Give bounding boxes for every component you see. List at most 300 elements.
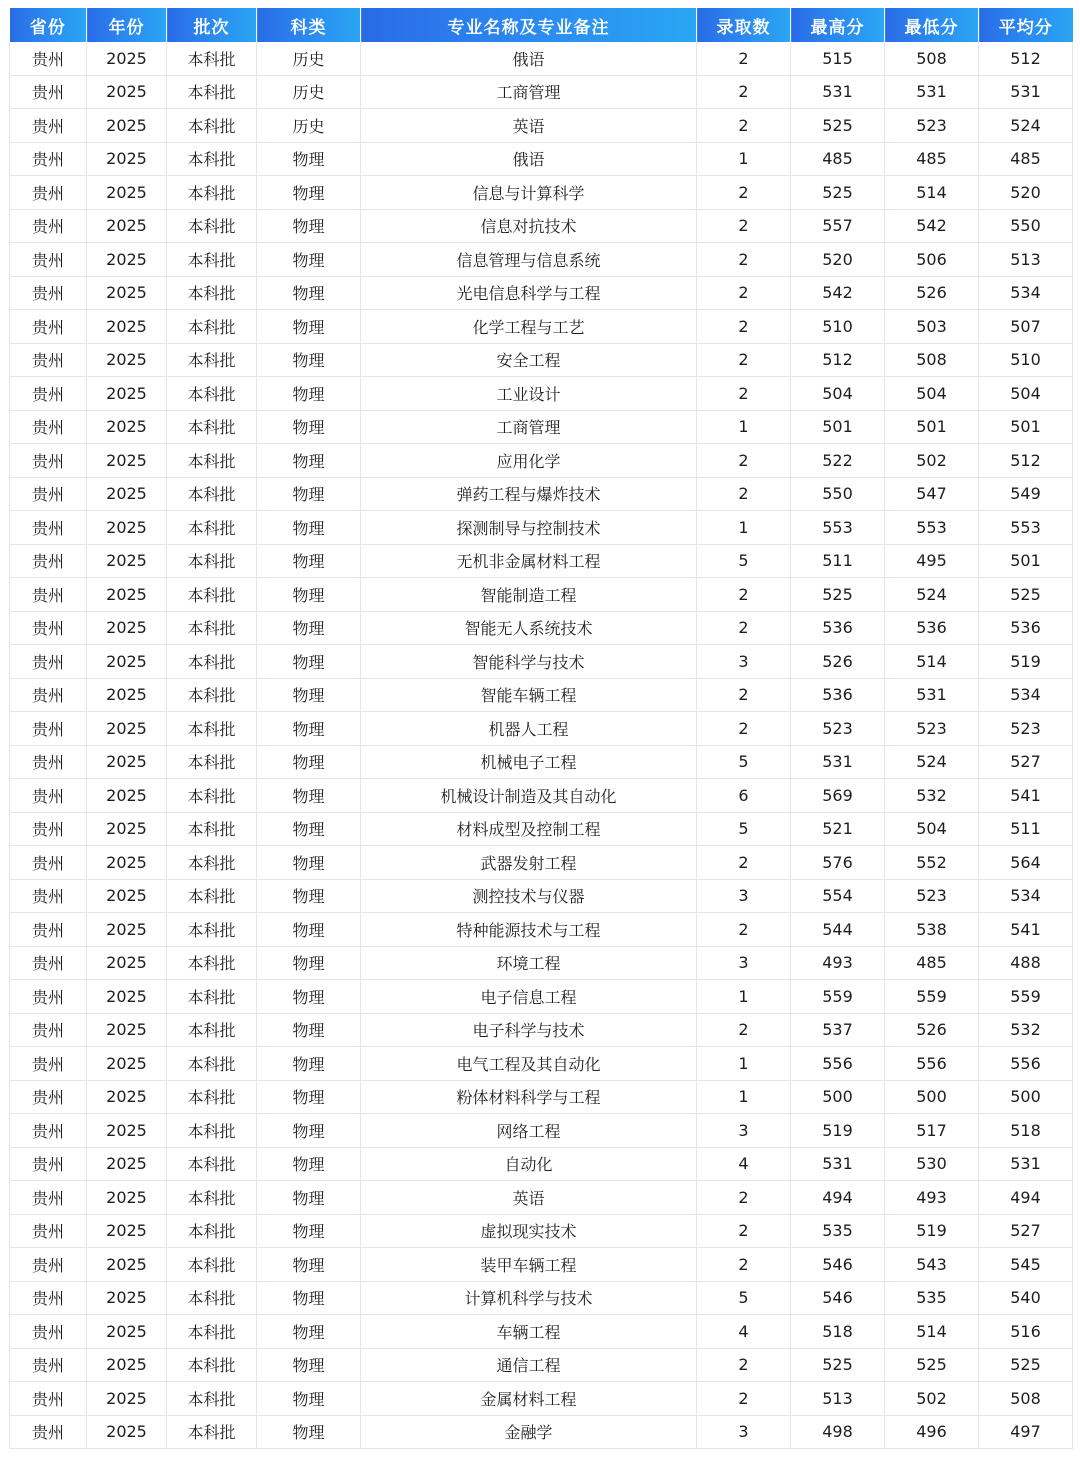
cell-average-score: 501: [979, 410, 1073, 444]
cell-subject-category: 物理: [257, 477, 361, 511]
cell-major-name: 弹药工程与爆炸技术: [361, 477, 697, 511]
header-batch: 批次: [167, 8, 257, 42]
cell-province: 贵州: [10, 1315, 87, 1349]
table-row: [10, 209, 1073, 243]
cell-highest-score: 510: [791, 310, 885, 344]
table-row: [10, 176, 1073, 210]
cell-major-name: 特种能源技术与工程: [361, 913, 697, 947]
cell-major-name: 网络工程: [361, 1114, 697, 1148]
cell-lowest-score: 495: [885, 544, 979, 578]
cell-province: 贵州: [10, 511, 87, 545]
cell-year: 2025: [87, 343, 167, 377]
cell-admitted-count: 2: [697, 176, 791, 210]
cell-average-score: 512: [979, 444, 1073, 478]
cell-highest-score: 501: [791, 410, 885, 444]
cell-lowest-score: 519: [885, 1214, 979, 1248]
cell-province: 贵州: [10, 243, 87, 277]
cell-year: 2025: [87, 142, 167, 176]
cell-highest-score: 485: [791, 142, 885, 176]
cell-highest-score: 557: [791, 209, 885, 243]
cell-subject-category: 物理: [257, 946, 361, 980]
cell-highest-score: 513: [791, 1382, 885, 1416]
cell-subject-category: 历史: [257, 42, 361, 75]
cell-admitted-count: 2: [697, 712, 791, 746]
cell-lowest-score: 531: [885, 75, 979, 109]
cell-lowest-score: 500: [885, 1080, 979, 1114]
cell-lowest-score: 502: [885, 444, 979, 478]
cell-highest-score: 498: [791, 1415, 885, 1449]
cell-major-name: 智能无人系统技术: [361, 611, 697, 645]
cell-province: 贵州: [10, 544, 87, 578]
cell-major-name: 安全工程: [361, 343, 697, 377]
cell-subject-category: 物理: [257, 678, 361, 712]
cell-highest-score: 525: [791, 1348, 885, 1382]
cell-major-name: 环境工程: [361, 946, 697, 980]
admission-scores-table: [9, 8, 1073, 1449]
cell-subject-category: 物理: [257, 645, 361, 679]
cell-batch: 本科批: [167, 578, 257, 612]
cell-admitted-count: 2: [697, 1348, 791, 1382]
cell-subject-category: 物理: [257, 343, 361, 377]
cell-subject-category: 物理: [257, 511, 361, 545]
cell-province: 贵州: [10, 1080, 87, 1114]
cell-batch: 本科批: [167, 1114, 257, 1148]
cell-subject-category: 物理: [257, 243, 361, 277]
cell-year: 2025: [87, 75, 167, 109]
cell-major-name: 智能制造工程: [361, 578, 697, 612]
cell-province: 贵州: [10, 142, 87, 176]
cell-major-name: 应用化学: [361, 444, 697, 478]
cell-subject-category: 物理: [257, 1147, 361, 1181]
cell-lowest-score: 502: [885, 1382, 979, 1416]
cell-batch: 本科批: [167, 1348, 257, 1382]
table-body: [10, 42, 1073, 1449]
cell-lowest-score: 523: [885, 109, 979, 143]
cell-province: 贵州: [10, 1047, 87, 1081]
cell-province: 贵州: [10, 779, 87, 813]
cell-highest-score: 526: [791, 645, 885, 679]
cell-batch: 本科批: [167, 1080, 257, 1114]
cell-major-name: 探测制导与控制技术: [361, 511, 697, 545]
cell-major-name: 车辆工程: [361, 1315, 697, 1349]
cell-batch: 本科批: [167, 477, 257, 511]
cell-batch: 本科批: [167, 913, 257, 947]
cell-highest-score: 520: [791, 243, 885, 277]
cell-batch: 本科批: [167, 377, 257, 411]
cell-major-name: 粉体材料科学与工程: [361, 1080, 697, 1114]
cell-major-name: 机械电子工程: [361, 745, 697, 779]
cell-highest-score: 535: [791, 1214, 885, 1248]
cell-average-score: 518: [979, 1114, 1073, 1148]
cell-highest-score: 546: [791, 1281, 885, 1315]
cell-batch: 本科批: [167, 343, 257, 377]
cell-lowest-score: 504: [885, 377, 979, 411]
cell-subject-category: 物理: [257, 812, 361, 846]
cell-highest-score: 537: [791, 1013, 885, 1047]
cell-province: 贵州: [10, 611, 87, 645]
table-header-row: [10, 8, 1073, 42]
cell-subject-category: 物理: [257, 578, 361, 612]
cell-batch: 本科批: [167, 276, 257, 310]
cell-province: 贵州: [10, 1013, 87, 1047]
cell-lowest-score: 526: [885, 1013, 979, 1047]
table-row: [10, 511, 1073, 545]
cell-lowest-score: 532: [885, 779, 979, 813]
cell-batch: 本科批: [167, 779, 257, 813]
cell-average-score: 527: [979, 745, 1073, 779]
cell-average-score: 485: [979, 142, 1073, 176]
cell-province: 贵州: [10, 343, 87, 377]
cell-lowest-score: 552: [885, 846, 979, 880]
table-row: [10, 1047, 1073, 1081]
cell-highest-score: 515: [791, 42, 885, 75]
cell-lowest-score: 524: [885, 745, 979, 779]
cell-year: 2025: [87, 511, 167, 545]
table-row: [10, 1013, 1073, 1047]
cell-average-score: 534: [979, 276, 1073, 310]
cell-highest-score: 556: [791, 1047, 885, 1081]
table-row: [10, 1315, 1073, 1349]
cell-major-name: 信息管理与信息系统: [361, 243, 697, 277]
cell-year: 2025: [87, 1013, 167, 1047]
table-row: [10, 1114, 1073, 1148]
cell-subject-category: 物理: [257, 1281, 361, 1315]
cell-average-score: 497: [979, 1415, 1073, 1449]
cell-average-score: 541: [979, 779, 1073, 813]
cell-year: 2025: [87, 209, 167, 243]
table-row: [10, 779, 1073, 813]
cell-province: 贵州: [10, 1147, 87, 1181]
table-row: [10, 1080, 1073, 1114]
cell-lowest-score: 503: [885, 310, 979, 344]
cell-major-name: 英语: [361, 109, 697, 143]
cell-batch: 本科批: [167, 846, 257, 880]
cell-admitted-count: 2: [697, 276, 791, 310]
cell-average-score: 510: [979, 343, 1073, 377]
cell-highest-score: 512: [791, 343, 885, 377]
cell-year: 2025: [87, 812, 167, 846]
cell-highest-score: 536: [791, 678, 885, 712]
cell-average-score: 501: [979, 544, 1073, 578]
cell-batch: 本科批: [167, 1214, 257, 1248]
cell-highest-score: 550: [791, 477, 885, 511]
cell-province: 贵州: [10, 745, 87, 779]
cell-province: 贵州: [10, 1348, 87, 1382]
table-row: [10, 1348, 1073, 1382]
cell-highest-score: 504: [791, 377, 885, 411]
cell-year: 2025: [87, 645, 167, 679]
cell-batch: 本科批: [167, 745, 257, 779]
cell-province: 贵州: [10, 1114, 87, 1148]
cell-subject-category: 物理: [257, 913, 361, 947]
table-row: [10, 1281, 1073, 1315]
cell-province: 贵州: [10, 879, 87, 913]
cell-year: 2025: [87, 1248, 167, 1282]
cell-batch: 本科批: [167, 1415, 257, 1449]
cell-admitted-count: 2: [697, 1382, 791, 1416]
cell-average-score: 549: [979, 477, 1073, 511]
cell-year: 2025: [87, 544, 167, 578]
cell-subject-category: 物理: [257, 410, 361, 444]
cell-major-name: 智能科学与技术: [361, 645, 697, 679]
cell-subject-category: 物理: [257, 276, 361, 310]
cell-year: 2025: [87, 1047, 167, 1081]
cell-admitted-count: 2: [697, 343, 791, 377]
table-row: [10, 243, 1073, 277]
cell-subject-category: 物理: [257, 544, 361, 578]
cell-year: 2025: [87, 745, 167, 779]
cell-average-score: 507: [979, 310, 1073, 344]
header-major-name: 专业名称及专业备注: [361, 8, 697, 42]
cell-subject-category: 物理: [257, 779, 361, 813]
cell-average-score: 494: [979, 1181, 1073, 1215]
cell-average-score: 534: [979, 678, 1073, 712]
cell-year: 2025: [87, 913, 167, 947]
cell-lowest-score: 485: [885, 946, 979, 980]
table-row: [10, 544, 1073, 578]
cell-lowest-score: 530: [885, 1147, 979, 1181]
cell-major-name: 英语: [361, 1181, 697, 1215]
cell-average-score: 527: [979, 1214, 1073, 1248]
cell-major-name: 无机非金属材料工程: [361, 544, 697, 578]
cell-province: 贵州: [10, 812, 87, 846]
table-row: [10, 410, 1073, 444]
cell-batch: 本科批: [167, 712, 257, 746]
cell-highest-score: 553: [791, 511, 885, 545]
cell-lowest-score: 514: [885, 1315, 979, 1349]
cell-average-score: 523: [979, 712, 1073, 746]
cell-major-name: 化学工程与工艺: [361, 310, 697, 344]
cell-major-name: 智能车辆工程: [361, 678, 697, 712]
cell-batch: 本科批: [167, 142, 257, 176]
cell-major-name: 工商管理: [361, 410, 697, 444]
cell-lowest-score: 547: [885, 477, 979, 511]
cell-year: 2025: [87, 611, 167, 645]
cell-subject-category: 物理: [257, 142, 361, 176]
cell-highest-score: 542: [791, 276, 885, 310]
cell-batch: 本科批: [167, 544, 257, 578]
cell-admitted-count: 5: [697, 812, 791, 846]
cell-admitted-count: 2: [697, 243, 791, 277]
cell-province: 贵州: [10, 276, 87, 310]
cell-year: 2025: [87, 310, 167, 344]
cell-subject-category: 物理: [257, 1114, 361, 1148]
cell-province: 贵州: [10, 477, 87, 511]
cell-subject-category: 物理: [257, 611, 361, 645]
cell-batch: 本科批: [167, 75, 257, 109]
cell-average-score: 564: [979, 846, 1073, 880]
cell-admitted-count: 2: [697, 578, 791, 612]
table-row: [10, 745, 1073, 779]
cell-province: 贵州: [10, 1382, 87, 1416]
table-row: [10, 846, 1073, 880]
table-row: [10, 377, 1073, 411]
cell-province: 贵州: [10, 42, 87, 75]
cell-average-score: 532: [979, 1013, 1073, 1047]
cell-year: 2025: [87, 779, 167, 813]
cell-admitted-count: 3: [697, 1415, 791, 1449]
cell-admitted-count: 1: [697, 980, 791, 1014]
cell-batch: 本科批: [167, 444, 257, 478]
cell-year: 2025: [87, 410, 167, 444]
cell-lowest-score: 526: [885, 276, 979, 310]
cell-admitted-count: 2: [697, 444, 791, 478]
cell-batch: 本科批: [167, 1315, 257, 1349]
cell-year: 2025: [87, 109, 167, 143]
cell-year: 2025: [87, 1315, 167, 1349]
cell-province: 贵州: [10, 444, 87, 478]
cell-subject-category: 物理: [257, 1214, 361, 1248]
cell-admitted-count: 2: [697, 678, 791, 712]
cell-lowest-score: 508: [885, 42, 979, 75]
cell-major-name: 俄语: [361, 142, 697, 176]
cell-admitted-count: 2: [697, 1248, 791, 1282]
table-row: [10, 645, 1073, 679]
cell-lowest-score: 542: [885, 209, 979, 243]
cell-lowest-score: 523: [885, 879, 979, 913]
cell-batch: 本科批: [167, 109, 257, 143]
cell-highest-score: 525: [791, 109, 885, 143]
cell-average-score: 531: [979, 75, 1073, 109]
table-row: [10, 946, 1073, 980]
cell-highest-score: 525: [791, 176, 885, 210]
cell-average-score: 553: [979, 511, 1073, 545]
cell-average-score: 519: [979, 645, 1073, 679]
header-highest-score: 最高分: [791, 8, 885, 42]
table-row: [10, 142, 1073, 176]
cell-highest-score: 493: [791, 946, 885, 980]
cell-province: 贵州: [10, 310, 87, 344]
cell-batch: 本科批: [167, 176, 257, 210]
cell-admitted-count: 1: [697, 1080, 791, 1114]
cell-province: 贵州: [10, 1281, 87, 1315]
cell-batch: 本科批: [167, 42, 257, 75]
cell-major-name: 机器人工程: [361, 712, 697, 746]
cell-year: 2025: [87, 1114, 167, 1148]
cell-highest-score: 559: [791, 980, 885, 1014]
cell-lowest-score: 553: [885, 511, 979, 545]
cell-highest-score: 525: [791, 578, 885, 612]
table-row: [10, 343, 1073, 377]
header-year: 年份: [87, 8, 167, 42]
header-admitted-count: 录取数: [697, 8, 791, 42]
cell-highest-score: 521: [791, 812, 885, 846]
cell-province: 贵州: [10, 1415, 87, 1449]
cell-province: 贵州: [10, 946, 87, 980]
cell-year: 2025: [87, 879, 167, 913]
table-row: [10, 276, 1073, 310]
table-row: [10, 42, 1073, 75]
cell-average-score: 525: [979, 578, 1073, 612]
cell-highest-score: 523: [791, 712, 885, 746]
cell-lowest-score: 506: [885, 243, 979, 277]
table-row: [10, 109, 1073, 143]
cell-average-score: 512: [979, 42, 1073, 75]
cell-lowest-score: 524: [885, 578, 979, 612]
cell-major-name: 自动化: [361, 1147, 697, 1181]
cell-year: 2025: [87, 243, 167, 277]
cell-admitted-count: 3: [697, 946, 791, 980]
cell-admitted-count: 2: [697, 1181, 791, 1215]
cell-average-score: 508: [979, 1382, 1073, 1416]
cell-province: 贵州: [10, 578, 87, 612]
cell-year: 2025: [87, 1348, 167, 1382]
cell-year: 2025: [87, 980, 167, 1014]
cell-batch: 本科批: [167, 511, 257, 545]
cell-admitted-count: 3: [697, 879, 791, 913]
cell-lowest-score: 496: [885, 1415, 979, 1449]
cell-highest-score: 522: [791, 444, 885, 478]
table-row: [10, 1181, 1073, 1215]
cell-year: 2025: [87, 1415, 167, 1449]
cell-major-name: 电气工程及其自动化: [361, 1047, 697, 1081]
cell-lowest-score: 485: [885, 142, 979, 176]
cell-subject-category: 物理: [257, 745, 361, 779]
cell-province: 贵州: [10, 645, 87, 679]
cell-batch: 本科批: [167, 310, 257, 344]
table-row: [10, 1147, 1073, 1181]
cell-subject-category: 物理: [257, 209, 361, 243]
cell-subject-category: 物理: [257, 846, 361, 880]
table-row: [10, 310, 1073, 344]
cell-admitted-count: 2: [697, 846, 791, 880]
cell-subject-category: 物理: [257, 1382, 361, 1416]
cell-subject-category: 历史: [257, 75, 361, 109]
cell-lowest-score: 559: [885, 980, 979, 1014]
cell-year: 2025: [87, 1080, 167, 1114]
cell-lowest-score: 517: [885, 1114, 979, 1148]
cell-batch: 本科批: [167, 1013, 257, 1047]
cell-average-score: 516: [979, 1315, 1073, 1349]
cell-average-score: 531: [979, 1147, 1073, 1181]
cell-subject-category: 物理: [257, 1315, 361, 1349]
cell-average-score: 541: [979, 913, 1073, 947]
cell-average-score: 556: [979, 1047, 1073, 1081]
cell-major-name: 武器发射工程: [361, 846, 697, 880]
cell-subject-category: 物理: [257, 1047, 361, 1081]
cell-admitted-count: 1: [697, 1047, 791, 1081]
cell-admitted-count: 2: [697, 611, 791, 645]
cell-lowest-score: 523: [885, 712, 979, 746]
cell-lowest-score: 501: [885, 410, 979, 444]
cell-lowest-score: 543: [885, 1248, 979, 1282]
cell-province: 贵州: [10, 75, 87, 109]
cell-year: 2025: [87, 1147, 167, 1181]
cell-admitted-count: 1: [697, 142, 791, 176]
cell-year: 2025: [87, 42, 167, 75]
cell-batch: 本科批: [167, 410, 257, 444]
cell-average-score: 536: [979, 611, 1073, 645]
cell-batch: 本科批: [167, 1147, 257, 1181]
cell-lowest-score: 525: [885, 1348, 979, 1382]
cell-lowest-score: 556: [885, 1047, 979, 1081]
table-row: [10, 980, 1073, 1014]
cell-highest-score: 576: [791, 846, 885, 880]
cell-highest-score: 536: [791, 611, 885, 645]
cell-admitted-count: 6: [697, 779, 791, 813]
table-row: [10, 444, 1073, 478]
cell-subject-category: 物理: [257, 444, 361, 478]
cell-subject-category: 物理: [257, 377, 361, 411]
cell-province: 贵州: [10, 1181, 87, 1215]
cell-major-name: 工商管理: [361, 75, 697, 109]
cell-province: 贵州: [10, 846, 87, 880]
cell-lowest-score: 504: [885, 812, 979, 846]
cell-year: 2025: [87, 712, 167, 746]
admission-scores-table-container: [9, 8, 1072, 1449]
cell-admitted-count: 2: [697, 109, 791, 143]
cell-year: 2025: [87, 477, 167, 511]
